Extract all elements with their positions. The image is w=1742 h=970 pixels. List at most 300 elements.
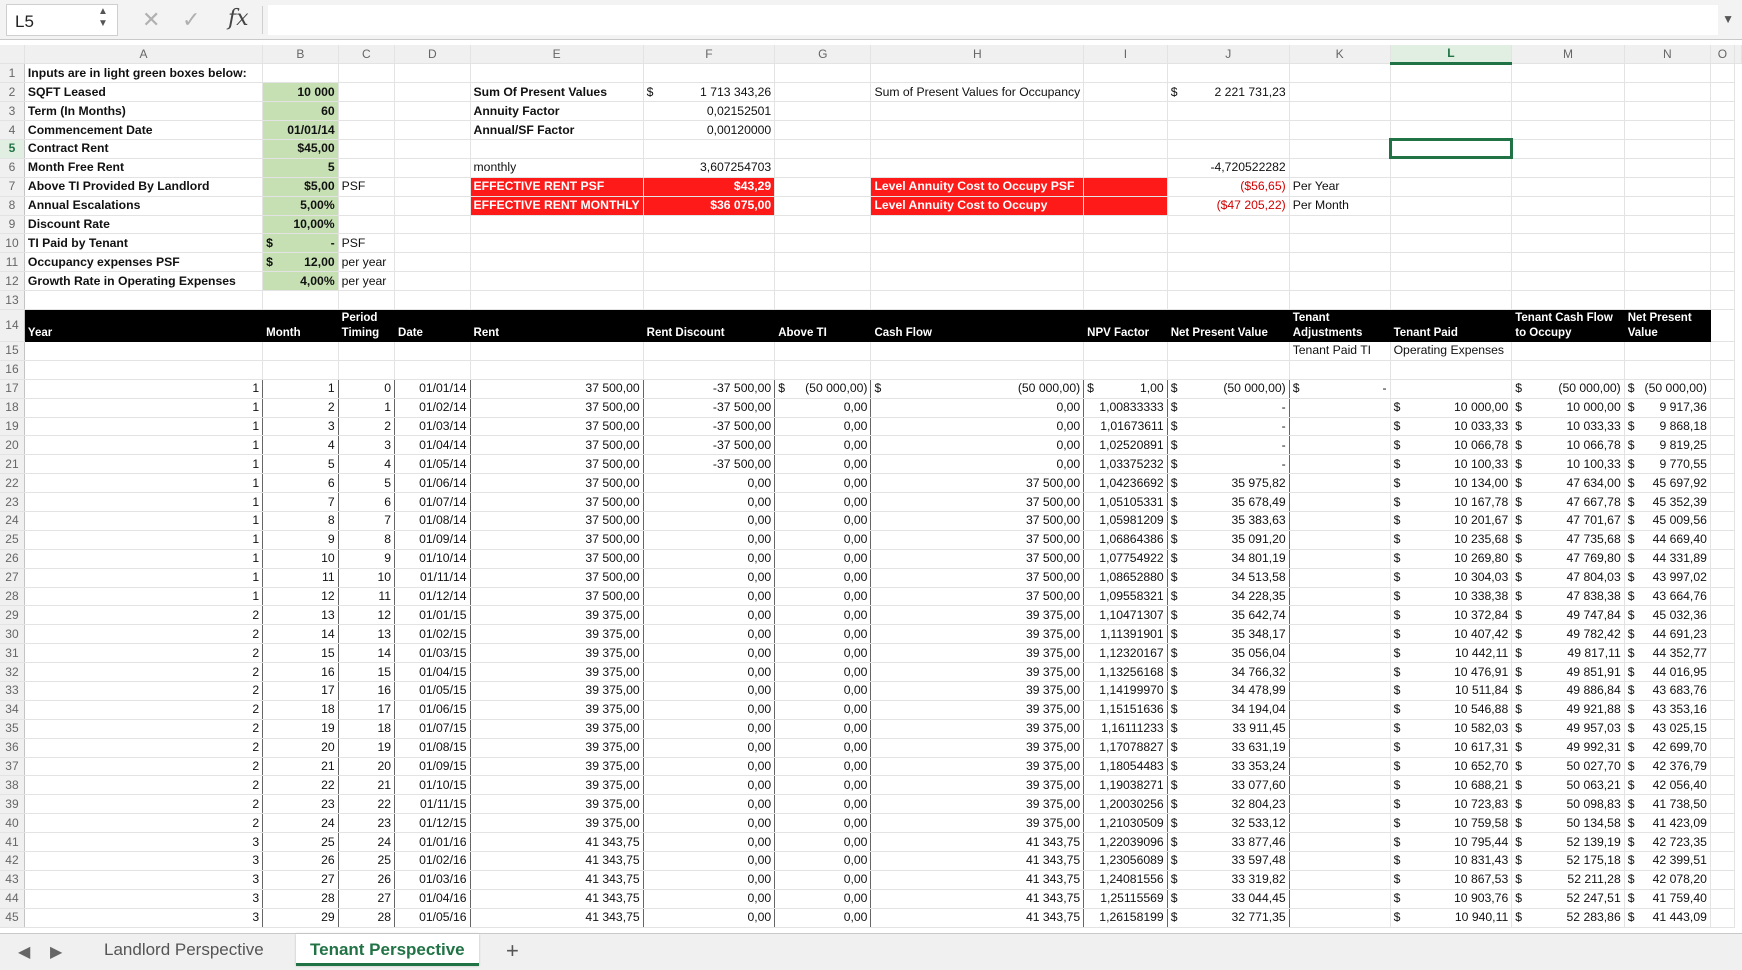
row-header[interactable]: 29: [0, 606, 24, 625]
cell[interactable]: [643, 253, 775, 272]
npv-cell[interactable]: [1167, 455, 1289, 474]
cell[interactable]: [1710, 776, 1734, 795]
npv-factor-cell[interactable]: 1,03375232: [1084, 455, 1168, 474]
cell[interactable]: [1167, 341, 1289, 360]
cell[interactable]: [1512, 234, 1625, 253]
sum-pv-label[interactable]: Sum Of Present Values: [470, 83, 643, 102]
cell[interactable]: [1512, 177, 1625, 196]
cell[interactable]: [871, 272, 1084, 291]
cell[interactable]: [775, 234, 871, 253]
input-label[interactable]: TI Paid by Tenant: [24, 234, 262, 253]
above-ti-cell[interactable]: 0,00: [775, 814, 871, 833]
tenant-cf-cell[interactable]: [1512, 889, 1625, 908]
level-annuity-psf-value[interactable]: ($56,65): [1167, 177, 1289, 196]
tenant-npv-cell[interactable]: [1624, 833, 1710, 852]
cell[interactable]: [871, 253, 1084, 272]
tenant-adj-cell[interactable]: [1289, 833, 1390, 852]
tenant-cf-cell[interactable]: [1512, 795, 1625, 814]
header-cash-flow[interactable]: Cash Flow: [871, 309, 1084, 341]
cell[interactable]: [1084, 291, 1168, 310]
month-cell[interactable]: 5: [263, 455, 339, 474]
cancel-icon[interactable]: ✕: [142, 7, 161, 32]
rent-cell[interactable]: 41 343,75: [470, 852, 643, 871]
year-cell[interactable]: 1: [24, 474, 262, 493]
cell[interactable]: [1710, 852, 1734, 871]
cash-flow-cell[interactable]: 37 500,00: [871, 511, 1084, 530]
tenant-cf-cell[interactable]: [1512, 700, 1625, 719]
tenant-adj-cell[interactable]: [1289, 625, 1390, 644]
row-header[interactable]: 41: [0, 833, 24, 852]
row-header[interactable]: 6: [0, 158, 24, 177]
month-cell[interactable]: 3: [263, 417, 339, 436]
npv-factor-cell[interactable]: 1,01673611: [1084, 417, 1168, 436]
tenant-cf-cell[interactable]: [1512, 549, 1625, 568]
npv-factor-cell[interactable]: 1,21030509: [1084, 814, 1168, 833]
row-header[interactable]: 43: [0, 870, 24, 889]
period-cell[interactable]: 1: [338, 398, 394, 417]
rent-discount-cell[interactable]: 0,00: [643, 814, 775, 833]
npv-factor-cell[interactable]: 1,16111233: [1084, 719, 1168, 738]
row-header[interactable]: 32: [0, 663, 24, 682]
above-ti-cell[interactable]: 0,00: [775, 511, 871, 530]
cash-flow-cell[interactable]: 39 375,00: [871, 757, 1084, 776]
tenant-adj-cell[interactable]: [1289, 908, 1390, 927]
month-cell[interactable]: 13: [263, 606, 339, 625]
tenant-npv-cell[interactable]: [1624, 417, 1710, 436]
cell[interactable]: [263, 291, 339, 310]
npv-factor-cell[interactable]: 1,18054483: [1084, 757, 1168, 776]
tenant-adj-cell[interactable]: [1289, 682, 1390, 701]
tenant-paid-cell[interactable]: [1390, 455, 1512, 474]
cell[interactable]: [871, 215, 1084, 234]
rent-cell[interactable]: 39 375,00: [470, 663, 643, 682]
tenant-npv-cell[interactable]: [1624, 719, 1710, 738]
annuity-value[interactable]: 0,02152501: [643, 102, 775, 121]
year-cell[interactable]: 1: [24, 530, 262, 549]
period-cell[interactable]: 28: [338, 908, 394, 927]
date-cell[interactable]: 01/09/14: [395, 530, 471, 549]
tenant-paid-cell[interactable]: [1390, 700, 1512, 719]
header-tenant-npv[interactable]: Net Present Value: [1624, 309, 1710, 341]
cash-flow-cell[interactable]: 39 375,00: [871, 814, 1084, 833]
tenant-npv-cell[interactable]: [1624, 908, 1710, 927]
date-cell[interactable]: 01/03/15: [395, 644, 471, 663]
period-cell[interactable]: 7: [338, 511, 394, 530]
npv-factor-cell[interactable]: 1,04236692: [1084, 474, 1168, 493]
cell[interactable]: [775, 215, 871, 234]
cell[interactable]: [643, 272, 775, 291]
rent-discount-cell[interactable]: 0,00: [643, 530, 775, 549]
month-cell[interactable]: 29: [263, 908, 339, 927]
cash-flow-cell[interactable]: 37 500,00: [871, 549, 1084, 568]
row-header[interactable]: 4: [0, 121, 24, 140]
cell[interactable]: [470, 272, 643, 291]
period-cell[interactable]: 20: [338, 757, 394, 776]
next-sheet-icon[interactable]: ▶: [50, 944, 63, 961]
cell[interactable]: [395, 291, 471, 310]
input-label[interactable]: SQFT Leased: [24, 83, 262, 102]
period-cell[interactable]: 19: [338, 738, 394, 757]
above-ti-cell[interactable]: 0,00: [775, 757, 871, 776]
cell[interactable]: [1084, 102, 1168, 121]
npv-cell[interactable]: [1167, 587, 1289, 606]
tenant-adj-cell[interactable]: [1289, 493, 1390, 512]
above-ti-cell[interactable]: 0,00: [775, 663, 871, 682]
cash-flow-cell[interactable]: 0,00: [871, 436, 1084, 455]
column-header-c[interactable]: C: [338, 45, 394, 64]
period-cell[interactable]: 22: [338, 795, 394, 814]
row-header[interactable]: 23: [0, 493, 24, 512]
cash-flow-cell[interactable]: 0,00: [871, 398, 1084, 417]
date-cell[interactable]: 01/05/16: [395, 908, 471, 927]
tenant-paid-cell[interactable]: [1390, 719, 1512, 738]
tenant-cf-cell[interactable]: [1512, 908, 1625, 927]
cell[interactable]: [1710, 177, 1734, 196]
tenant-paid-cell[interactable]: [1390, 436, 1512, 455]
tenant-adj-cell[interactable]: [1289, 852, 1390, 871]
cell[interactable]: [1710, 360, 1734, 379]
row-header[interactable]: 28: [0, 587, 24, 606]
above-ti-cell[interactable]: 0,00: [775, 493, 871, 512]
date-cell[interactable]: 01/01/14: [395, 379, 471, 398]
period-cell[interactable]: 2: [338, 417, 394, 436]
rent-discount-cell[interactable]: 0,00: [643, 738, 775, 757]
above-ti-cell[interactable]: 0,00: [775, 530, 871, 549]
month-cell[interactable]: 20: [263, 738, 339, 757]
insert-function-icon[interactable]: fx: [228, 6, 249, 31]
row-header[interactable]: 45: [0, 908, 24, 927]
input-label[interactable]: Discount Rate: [24, 215, 262, 234]
cell[interactable]: [1289, 158, 1390, 177]
tenant-npv-cell[interactable]: [1624, 738, 1710, 757]
cell[interactable]: [1512, 83, 1625, 102]
rent-discount-cell[interactable]: 0,00: [643, 908, 775, 927]
tenant-paid-cell[interactable]: [1390, 379, 1512, 398]
cell[interactable]: [470, 360, 643, 379]
row-header[interactable]: 1: [0, 64, 24, 83]
month-cell[interactable]: 6: [263, 474, 339, 493]
rent-cell[interactable]: 39 375,00: [470, 700, 643, 719]
tenant-paid-cell[interactable]: [1390, 852, 1512, 871]
rent-cell[interactable]: 39 375,00: [470, 814, 643, 833]
year-cell[interactable]: 1: [24, 398, 262, 417]
year-cell[interactable]: 1: [24, 379, 262, 398]
year-cell[interactable]: 1: [24, 436, 262, 455]
date-cell[interactable]: 01/07/14: [395, 493, 471, 512]
tenant-paid-cell[interactable]: [1390, 814, 1512, 833]
occ-pv-label[interactable]: Sum of Present Values for Occupancy: [871, 83, 1084, 102]
date-cell[interactable]: 01/10/15: [395, 776, 471, 795]
row-header[interactable]: 33: [0, 682, 24, 701]
level-annuity-psf-label[interactable]: Level Annuity Cost to Occupy PSF: [871, 177, 1084, 196]
name-box[interactable]: L5: [6, 4, 118, 36]
above-ti-cell[interactable]: 0,00: [775, 606, 871, 625]
rent-discount-cell[interactable]: 0,00: [643, 833, 775, 852]
column-header-i[interactable]: I: [1084, 45, 1168, 64]
cell[interactable]: [1512, 291, 1625, 310]
tenant-cf-cell[interactable]: [1512, 511, 1625, 530]
tenant-paid-cell[interactable]: [1390, 738, 1512, 757]
cell[interactable]: [1289, 64, 1390, 83]
tenant-cf-cell[interactable]: [1512, 833, 1625, 852]
period-cell[interactable]: 10: [338, 568, 394, 587]
npv-cell[interactable]: [1167, 719, 1289, 738]
tenant-adj-cell[interactable]: [1289, 511, 1390, 530]
cell[interactable]: [1624, 215, 1710, 234]
input-label[interactable]: Annual Escalations: [24, 196, 262, 215]
rent-cell[interactable]: 37 500,00: [470, 474, 643, 493]
cell[interactable]: [1710, 682, 1734, 701]
rent-discount-cell[interactable]: 0,00: [643, 644, 775, 663]
cell[interactable]: [1084, 158, 1168, 177]
rent-discount-cell[interactable]: 0,00: [643, 493, 775, 512]
above-ti-cell[interactable]: 0,00: [775, 587, 871, 606]
cash-flow-cell[interactable]: 39 375,00: [871, 606, 1084, 625]
tenant-cf-cell[interactable]: [1512, 398, 1625, 417]
period-cell[interactable]: 3: [338, 436, 394, 455]
cash-flow-cell[interactable]: 0,00: [871, 455, 1084, 474]
cell[interactable]: [395, 177, 471, 196]
rent-discount-cell[interactable]: 0,00: [643, 606, 775, 625]
npv-factor-cell[interactable]: 1,05105331: [1084, 493, 1168, 512]
tenant-cf-cell[interactable]: [1512, 606, 1625, 625]
tenant-paid-cell[interactable]: [1390, 908, 1512, 927]
npv-cell[interactable]: [1167, 568, 1289, 587]
above-ti-cell[interactable]: 0,00: [775, 719, 871, 738]
cell[interactable]: [470, 139, 643, 158]
cell[interactable]: [871, 64, 1084, 83]
cash-flow-cell[interactable]: 39 375,00: [871, 644, 1084, 663]
cell[interactable]: [1710, 511, 1734, 530]
cell[interactable]: [470, 341, 643, 360]
tenant-npv-cell[interactable]: [1624, 606, 1710, 625]
cell[interactable]: [1512, 158, 1625, 177]
year-cell[interactable]: 1: [24, 568, 262, 587]
cell[interactable]: [1289, 253, 1390, 272]
npv-cell[interactable]: [1167, 889, 1289, 908]
year-cell[interactable]: 2: [24, 644, 262, 663]
cell[interactable]: [1710, 272, 1734, 291]
above-ti-cell[interactable]: 0,00: [775, 474, 871, 493]
date-cell[interactable]: 01/01/16: [395, 833, 471, 852]
cell[interactable]: [1710, 309, 1734, 341]
cell[interactable]: [1167, 215, 1289, 234]
cell[interactable]: [1084, 196, 1168, 215]
cell[interactable]: [775, 341, 871, 360]
tenant-npv-cell[interactable]: [1624, 511, 1710, 530]
cell[interactable]: [338, 102, 394, 121]
cell[interactable]: [1624, 291, 1710, 310]
cell[interactable]: [775, 253, 871, 272]
cell[interactable]: [1710, 234, 1734, 253]
npv-cell[interactable]: [1167, 870, 1289, 889]
row-header[interactable]: 2: [0, 83, 24, 102]
period-cell[interactable]: 23: [338, 814, 394, 833]
cell[interactable]: [395, 121, 471, 140]
cell[interactable]: [1710, 568, 1734, 587]
cell[interactable]: [24, 341, 262, 360]
cell[interactable]: [395, 341, 471, 360]
period-cell[interactable]: 6: [338, 493, 394, 512]
npv-factor-cell[interactable]: 1,02520891: [1084, 436, 1168, 455]
cash-flow-cell[interactable]: 41 343,75: [871, 852, 1084, 871]
cell[interactable]: [871, 360, 1084, 379]
above-ti-cell[interactable]: 0,00: [775, 833, 871, 852]
cell[interactable]: [1167, 64, 1289, 83]
input-label[interactable]: Term (In Months): [24, 102, 262, 121]
npv-factor-cell[interactable]: 1,24081556: [1084, 870, 1168, 889]
year-cell[interactable]: 1: [24, 511, 262, 530]
month-cell[interactable]: 26: [263, 852, 339, 871]
tenant-paid-cell[interactable]: [1390, 587, 1512, 606]
tenant-npv-cell[interactable]: [1624, 568, 1710, 587]
year-cell[interactable]: 1: [24, 493, 262, 512]
tenant-paid-cell[interactable]: [1390, 606, 1512, 625]
cell[interactable]: [395, 139, 471, 158]
rent-cell[interactable]: 37 500,00: [470, 417, 643, 436]
tenant-npv-cell[interactable]: [1624, 398, 1710, 417]
annuity-label[interactable]: Annuity Factor: [470, 102, 643, 121]
cell[interactable]: [1710, 64, 1734, 83]
tenant-adj-cell[interactable]: [1289, 474, 1390, 493]
cell[interactable]: [775, 196, 871, 215]
rent-discount-cell[interactable]: 0,00: [643, 568, 775, 587]
cell[interactable]: [1710, 530, 1734, 549]
cell[interactable]: [1710, 341, 1734, 360]
date-cell[interactable]: 01/02/16: [395, 852, 471, 871]
cash-flow-cell[interactable]: 39 375,00: [871, 700, 1084, 719]
tenant-cf-cell[interactable]: [1512, 436, 1625, 455]
column-header-k[interactable]: K: [1289, 45, 1390, 64]
tenant-cf-cell[interactable]: [1512, 644, 1625, 663]
npv-cell[interactable]: [1167, 417, 1289, 436]
rent-discount-cell[interactable]: 0,00: [643, 682, 775, 701]
month-cell[interactable]: 8: [263, 511, 339, 530]
monthly-label[interactable]: monthly: [470, 158, 643, 177]
name-box-stepper-icon[interactable]: ▲ ▼: [98, 6, 108, 29]
row-header[interactable]: 27: [0, 568, 24, 587]
cell[interactable]: [1084, 360, 1168, 379]
cell[interactable]: [1084, 139, 1168, 158]
tenant-paid-cell[interactable]: [1390, 682, 1512, 701]
cash-flow-cell[interactable]: 37 500,00: [871, 493, 1084, 512]
row-header[interactable]: 15: [0, 341, 24, 360]
period-cell[interactable]: 0: [338, 379, 394, 398]
cell[interactable]: [775, 360, 871, 379]
tenant-adj-cell[interactable]: [1289, 644, 1390, 663]
cell[interactable]: [1167, 272, 1289, 291]
month-cell[interactable]: 10: [263, 549, 339, 568]
npv-factor-cell[interactable]: 1,25115569: [1084, 889, 1168, 908]
year-cell[interactable]: 2: [24, 625, 262, 644]
cell[interactable]: [775, 272, 871, 291]
cell[interactable]: [1624, 253, 1710, 272]
tenant-adj-cell[interactable]: [1289, 663, 1390, 682]
npv-factor-cell[interactable]: 1,08652880: [1084, 568, 1168, 587]
above-ti-cell[interactable]: 0,00: [775, 644, 871, 663]
column-header-l[interactable]: L: [1390, 45, 1512, 64]
rent-discount-cell[interactable]: 0,00: [643, 587, 775, 606]
tenant-adj-cell[interactable]: [1289, 738, 1390, 757]
date-cell[interactable]: 01/04/15: [395, 663, 471, 682]
input-value[interactable]: 60: [263, 102, 339, 121]
rent-discount-cell[interactable]: 0,00: [643, 889, 775, 908]
cell[interactable]: [775, 291, 871, 310]
rent-discount-cell[interactable]: 0,00: [643, 757, 775, 776]
cell[interactable]: [1624, 196, 1710, 215]
header-rent[interactable]: Rent: [470, 309, 643, 341]
tenant-paid-cell[interactable]: [1390, 889, 1512, 908]
tenant-cf-cell[interactable]: [1512, 625, 1625, 644]
tenant-npv-cell[interactable]: [1624, 852, 1710, 871]
rent-discount-cell[interactable]: 0,00: [643, 852, 775, 871]
cell[interactable]: [1624, 83, 1710, 102]
npv-factor-cell[interactable]: 1,07754922: [1084, 549, 1168, 568]
period-cell[interactable]: 12: [338, 606, 394, 625]
npv-cell[interactable]: [1167, 852, 1289, 871]
cell[interactable]: [1390, 139, 1512, 158]
header-tenant-adj[interactable]: Tenant Adjustments: [1289, 309, 1390, 341]
rent-cell[interactable]: 41 343,75: [470, 833, 643, 852]
cell[interactable]: [775, 121, 871, 140]
rent-cell[interactable]: 39 375,00: [470, 625, 643, 644]
tenant-adj-cell[interactable]: [1289, 417, 1390, 436]
row-header[interactable]: 22: [0, 474, 24, 493]
npv-factor-cell[interactable]: 1,15151636: [1084, 700, 1168, 719]
cash-flow-cell[interactable]: 37 500,00: [871, 530, 1084, 549]
cell[interactable]: [871, 139, 1084, 158]
year-cell[interactable]: 1: [24, 417, 262, 436]
cell[interactable]: [470, 215, 643, 234]
cell[interactable]: [1710, 158, 1734, 177]
tenant-cf-cell[interactable]: [1512, 814, 1625, 833]
npv-factor-cell[interactable]: 1,17078827: [1084, 738, 1168, 757]
cell[interactable]: [1167, 253, 1289, 272]
rent-discount-cell[interactable]: -37 500,00: [643, 379, 775, 398]
cell[interactable]: [1084, 83, 1168, 102]
tenant-cf-cell[interactable]: [1512, 738, 1625, 757]
rent-cell[interactable]: 39 375,00: [470, 776, 643, 795]
level-psf-unit[interactable]: Per Year: [1289, 177, 1390, 196]
row-header[interactable]: 34: [0, 700, 24, 719]
cell[interactable]: [395, 272, 471, 291]
rent-cell[interactable]: 37 500,00: [470, 493, 643, 512]
input-value[interactable]: 10 000: [263, 83, 339, 102]
tenant-cf-cell[interactable]: [1512, 379, 1625, 398]
cell[interactable]: [470, 253, 643, 272]
year-cell[interactable]: 2: [24, 738, 262, 757]
cell[interactable]: [1710, 474, 1734, 493]
row-header[interactable]: 14: [0, 309, 24, 341]
date-cell[interactable]: 01/06/14: [395, 474, 471, 493]
tenant-cf-cell[interactable]: [1512, 474, 1625, 493]
npv-factor-cell[interactable]: 1,12320167: [1084, 644, 1168, 663]
cell[interactable]: [470, 234, 643, 253]
above-ti-cell[interactable]: 0,00: [775, 568, 871, 587]
cell[interactable]: [24, 291, 262, 310]
cell[interactable]: [1289, 272, 1390, 291]
header-operating-expenses[interactable]: Operating Expenses: [1390, 341, 1512, 360]
cell[interactable]: [871, 121, 1084, 140]
cell[interactable]: [1289, 360, 1390, 379]
worksheet-grid[interactable]: [0, 45, 1742, 933]
date-cell[interactable]: 01/09/15: [395, 757, 471, 776]
rent-discount-cell[interactable]: 0,00: [643, 700, 775, 719]
row-header[interactable]: 26: [0, 549, 24, 568]
above-ti-cell[interactable]: 0,00: [775, 549, 871, 568]
row-header[interactable]: 10: [0, 234, 24, 253]
cell[interactable]: [1710, 663, 1734, 682]
